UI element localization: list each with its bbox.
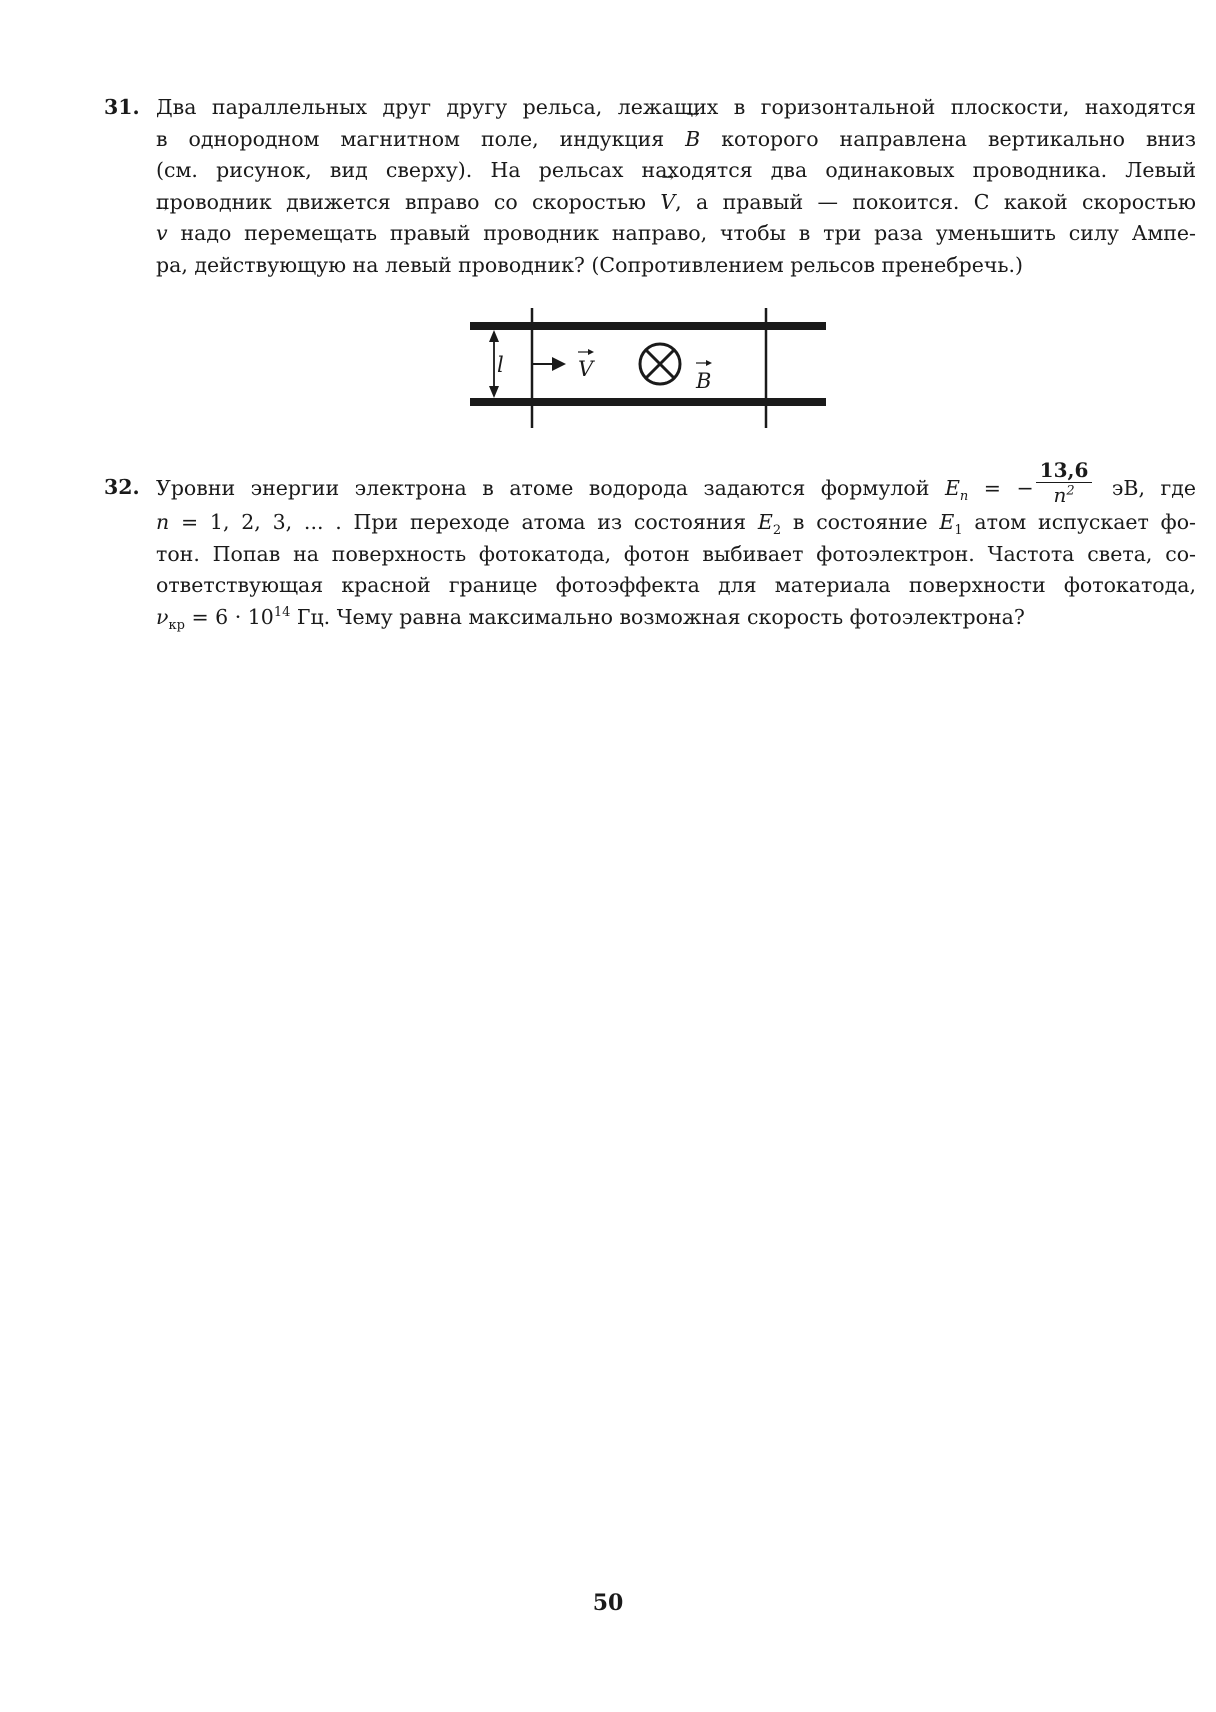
- field-into-page-icon: [640, 344, 680, 384]
- vector-small-v-symbol: → v: [156, 218, 168, 250]
- rails-figure: [470, 306, 830, 432]
- text-line: Уровни энергии электрона в атоме водорода задаются формулой $E_n$ = − $\frac{13,6}{n^2}$ эВ, где: [156, 458, 1196, 507]
- velocity-label: V: [578, 357, 594, 381]
- text-line: проводник движется вправо со скоростью → V, а правый — покоится. С какой скоростью: [156, 187, 1196, 219]
- text-line: в однородном магнитном поле, индукция → B которого направлена вертикально вниз: [156, 124, 1196, 156]
- problem-31: [104, 92, 1196, 281]
- energy-formula: $E_n$ = − $\frac{13,6}{n^2}$: [945, 476, 1096, 500]
- problem-text: [156, 458, 1196, 633]
- text-line: Два параллельных друг другу рельса, лежащих в горизонтальной плоскости, находятся: [156, 95, 1196, 119]
- field-label: B: [696, 369, 712, 393]
- text-line: (см. рисунок, вид сверху). На рельсах находятся два одинаковых проводника. Левый: [156, 158, 1196, 182]
- problem-32: [104, 458, 1196, 633]
- length-label: l: [497, 353, 504, 377]
- problem-number: 31.: [104, 95, 140, 119]
- vector-b-symbol: → B: [685, 124, 700, 156]
- velocity-label-arrow: [578, 349, 594, 355]
- text-line: тон. Попав на поверхность фотокатода, фотон выбивает фотоэлектрон. Частота света, со-: [156, 541, 1196, 566]
- text-line: ответствующая красной границе фотоэффекта для материала поверхности фотокатода,: [156, 573, 1196, 597]
- vector-v-symbol: → V: [660, 187, 675, 219]
- text-line: n = 1, 2, 3, ... . При переходе атома из состояния $E_2$ в состояние $E_1$ атом испускает фо-: [156, 510, 1196, 539]
- field-label-arrow: [696, 360, 712, 366]
- page-number: 50: [592, 1590, 624, 1616]
- problem-number: 32.: [104, 475, 140, 499]
- problem-text: [156, 92, 1196, 281]
- formula-fraction: $\frac{13,6}{n^2}$: [1036, 458, 1093, 507]
- text-line: → v надо перемещать правый проводник направо, чтобы в три раза уменьшить силу Ампе-: [156, 218, 1196, 250]
- velocity-arrow: [532, 357, 566, 371]
- text-line: $\nu_{кр} = 6 \cdot 10^{14}$ Гц. Чему равна максимально возможная скорость фотоэлектрона?: [156, 604, 1025, 633]
- text-line: ра, действующую на левый проводник? (Сопротивлением рельсов пренебречь.): [156, 252, 1024, 277]
